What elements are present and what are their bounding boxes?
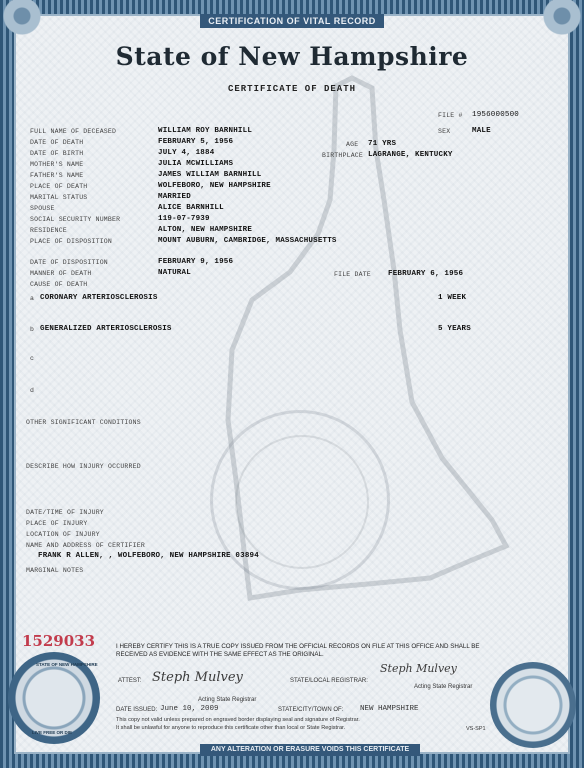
certificate-type: CERTIFICATE OF DEATH (227, 84, 357, 94)
full-name-label: FULL NAME OF DECEASED (30, 128, 117, 135)
state-city-town-label: STATE/CITY/TOWN OF: (278, 707, 344, 713)
spouse: ALICE BARNHILL (158, 204, 224, 212)
fathers-name-label: FATHER'S NAME (30, 172, 84, 179)
marital-status: MARRIED (158, 193, 191, 201)
state-city-town: NEW HAMPSHIRE (360, 705, 419, 713)
marginal-notes-label: MARGINAL NOTES (26, 567, 84, 574)
corner-ornament (0, 0, 62, 46)
state-seal-watermark (210, 410, 390, 590)
other-conditions-label: OTHER SIGNIFICANT CONDITIONS (26, 419, 141, 426)
file-date: FEBRUARY 6, 1956 (388, 270, 464, 278)
reproduction-notice: It shall be unlawful for anyone to reproduce this certificate other than local or State Registrar. (116, 725, 346, 731)
full-name: WILLIAM ROY BARNHILL (158, 127, 253, 135)
registrar-signature: Steph Mulvey (152, 670, 243, 685)
age: 71 YRS (368, 140, 397, 148)
place-of-death: WOLFEBORO, NEW HAMPSHIRE (158, 182, 271, 190)
seal-ring-text: STATE OF NEW HAMPSHIRE (36, 662, 98, 667)
birthplace: LAGRANGE, KENTUCKY (368, 151, 453, 159)
file-date-label: FILE DATE (334, 271, 371, 278)
injury-place-label: PLACE OF INJURY (26, 520, 88, 527)
date-issued-label: DATE ISSUED: (116, 707, 158, 713)
manner-of-death-label: MANNER OF DEATH (30, 270, 92, 277)
sex: MALE (472, 127, 491, 135)
marital-status-label: MARITAL STATUS (30, 194, 88, 201)
sex-label: SEX (438, 128, 451, 135)
mothers-name: JULIA MCWILLIAMS (158, 160, 234, 168)
place-of-death-label: PLACE OF DEATH (30, 183, 88, 190)
place-of-disposition: MOUNT AUBURN, CAMBRIDGE, MASSACHUSETTS (158, 237, 337, 245)
file-number: 1956000500 (472, 111, 520, 119)
date-of-birth-label: DATE OF BIRTH (30, 150, 84, 157)
form-code: VS-SP1 (466, 726, 486, 732)
injury-description-label: DESCRIBE HOW INJURY OCCURRED (26, 463, 141, 470)
date-of-disposition: FEBRUARY 9, 1956 (158, 258, 234, 266)
residence: ALTON, NEW HAMPSHIRE (158, 226, 253, 234)
ssn-label: SOCIAL SECURITY NUMBER (30, 216, 121, 223)
certification-banner: CERTIFICATION OF VITAL RECORD (200, 14, 384, 28)
cause-letter: c (30, 355, 35, 362)
certifier-label: NAME AND ADDRESS OF CERTIFIER (26, 542, 145, 549)
injury-datetime-label: DATE/TIME OF INJURY (26, 509, 104, 516)
date-of-death: FEBRUARY 5, 1956 (158, 138, 234, 146)
state-title: State of New Hampshire (115, 42, 469, 71)
state-seal-left (8, 652, 100, 744)
state-seal-right (490, 662, 576, 748)
file-number-label: FILE # (438, 112, 463, 119)
acting-state-registrar-title: Acting State Registrar (198, 697, 257, 703)
alteration-warning-banner: ANY ALTERATION OR ERASURE VOIDS THIS CERTIFICATE (200, 744, 420, 756)
date-of-disposition-label: DATE OF DISPOSITION (30, 259, 108, 266)
interval-a: 1 WEEK (438, 294, 467, 302)
acting-state-registrar-title-right: Acting State Registrar (414, 684, 473, 690)
cause-of-death-label: CAUSE OF DEATH (30, 281, 88, 288)
date-of-birth: JULY 4, 1884 (158, 149, 215, 157)
validity-notice: This copy not valid unless prepared on engraved border displaying seal and signature of Registrar. (116, 717, 360, 723)
attest-label: ATTEST: (118, 678, 142, 684)
age-label: AGE (346, 141, 359, 148)
cause-letter: d (30, 387, 35, 394)
certification-statement: I HEREBY CERTIFY THIS IS A TRUE COPY ISSUED FROM THE OFFICIAL RECORDS ON FILE AT THIS OFFICE AND SHALL BE RECEIVED AS EVIDENCE WITH THE SAME EFFECT AS THE ORIGINAL. (116, 643, 480, 658)
cause-letter: a (30, 295, 35, 302)
date-of-death-label: DATE OF DEATH (30, 139, 84, 146)
seal-ring-text: LIVE FREE OR DIE (32, 730, 73, 735)
cause-letter: b (30, 326, 35, 333)
spouse-label: SPOUSE (30, 205, 55, 212)
certifier: FRANK R ALLEN, , WOLFEBORO, NEW HAMPSHIRE 03894 (38, 552, 259, 560)
injury-location-label: LOCATION OF INJURY (26, 531, 100, 538)
residence-label: RESIDENCE (30, 227, 67, 234)
cause-b: GENERALIZED ARTERIOSCLEROSIS (40, 325, 172, 333)
date-issued: June 10, 2009 (160, 705, 219, 713)
place-of-disposition-label: PLACE OF DISPOSITION (30, 238, 113, 245)
cause-a: CORONARY ARTERIOSCLEROSIS (40, 294, 158, 302)
certificate-serial-number: 1529033 (22, 632, 96, 650)
mothers-name-label: MOTHER'S NAME (30, 161, 84, 168)
corner-ornament (522, 0, 584, 46)
state-local-registrar-label: STATE/LOCAL REGISTRAR: (290, 678, 368, 684)
local-registrar-signature: Steph Mulvey (380, 662, 457, 675)
ssn: 119-07-7939 (158, 215, 210, 223)
fathers-name: JAMES WILLIAM BARNHILL (158, 171, 262, 179)
birthplace-label: BIRTHPLACE (322, 152, 364, 159)
manner-of-death: NATURAL (158, 269, 191, 277)
interval-b: 5 YEARS (438, 325, 471, 333)
